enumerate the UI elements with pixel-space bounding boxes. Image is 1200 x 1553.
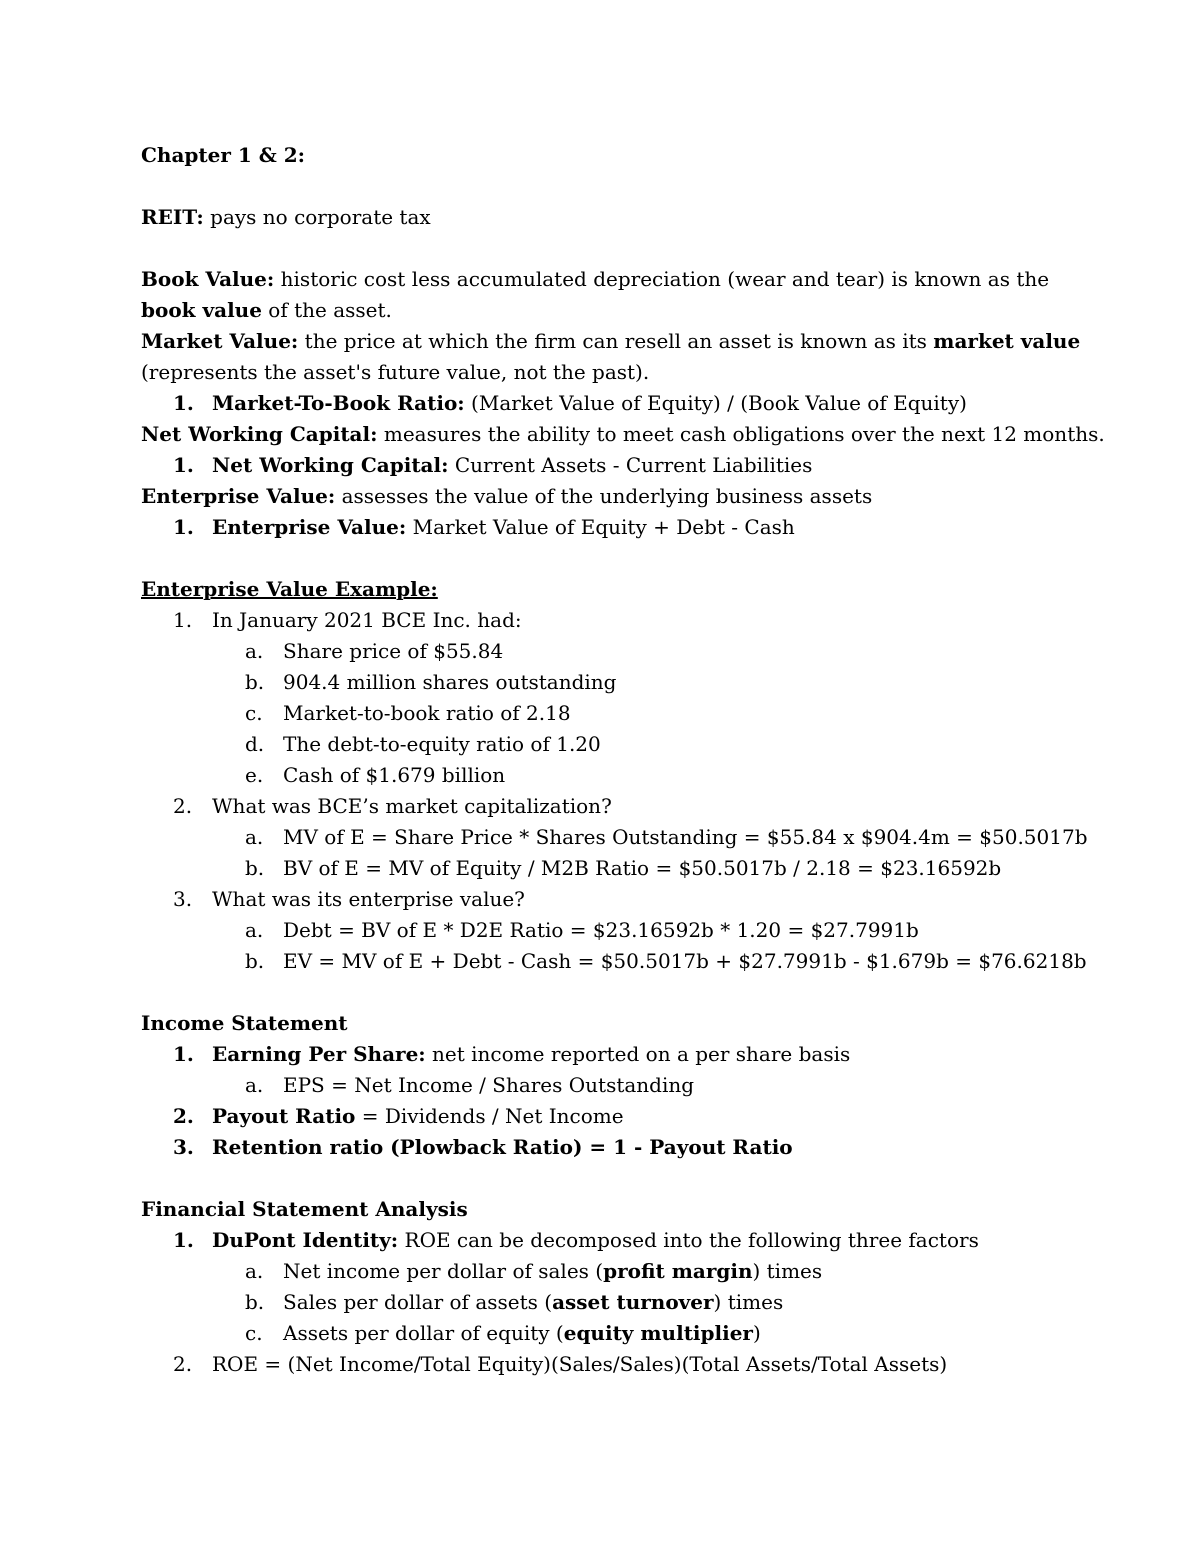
dupont-term: DuPont Identity: — [212, 1228, 399, 1252]
list-item — [141, 667, 1091, 698]
list-item-bold: profit margin — [603, 1259, 753, 1283]
list-item-pre: Assets per dollar of equity ( — [283, 1321, 564, 1345]
list-item-text: EV = MV of E + Debt - Cash = $50.5017b + $27.7991b - $1.679b = $76.6218b — [283, 949, 1087, 973]
list-number: 1. — [173, 453, 194, 477]
list-item-text: EPS = Net Income / Shares Outstanding — [283, 1073, 695, 1097]
list-item — [141, 1318, 1091, 1349]
market-value-definition — [141, 326, 1091, 357]
list-item — [141, 636, 1091, 667]
dupont-text: ROE can be decomposed into the following three factors — [398, 1228, 979, 1252]
list-number: 1. — [173, 1228, 194, 1252]
list-letter: a. — [245, 918, 264, 942]
income-item-1 — [141, 1039, 1091, 1070]
list-item — [141, 1287, 1091, 1318]
market-to-book-item — [141, 388, 1091, 419]
payout-ratio-term: Payout Ratio — [212, 1104, 356, 1128]
eps-text: net income reported on a per share basis — [425, 1042, 851, 1066]
list-item-post: ) times — [713, 1290, 784, 1314]
market-value-bold: market value — [933, 329, 1081, 353]
list-letter: a. — [245, 1073, 264, 1097]
list-letter: b. — [245, 949, 265, 973]
list-letter: a. — [245, 825, 264, 849]
list-item — [141, 822, 1091, 853]
ev-definition — [141, 481, 1091, 512]
book-value-bold: book value — [141, 298, 262, 322]
list-item-text: Share price of $55.84 — [283, 639, 504, 663]
list-item — [141, 729, 1091, 760]
book-value-text2: of the asset. — [261, 298, 392, 322]
list-number: 1. — [173, 608, 193, 632]
list-item-pre: Sales per dollar of assets ( — [283, 1290, 553, 1314]
retention-ratio-term: Retention ratio (Plowback Ratio) = 1 - Payout Ratio — [212, 1135, 793, 1159]
nwc-term: Net Working Capital: — [141, 422, 378, 446]
income-statement-heading: Income Statement — [141, 1011, 348, 1035]
list-letter: c. — [245, 701, 263, 725]
roe-formula: ROE = (Net Income/Total Equity)(Sales/Sales)(Total Assets/Total Assets) — [212, 1352, 948, 1376]
list-number: 2. — [173, 1104, 194, 1128]
list-item — [141, 853, 1091, 884]
list-item-pre: Net income per dollar of sales ( — [283, 1259, 604, 1283]
list-number: 1. — [173, 1042, 194, 1066]
list-item-post: ) — [752, 1321, 761, 1345]
ev-item-term: Enterprise Value: — [212, 515, 407, 539]
ev-example-q3 — [141, 884, 1091, 915]
list-item — [141, 915, 1091, 946]
reit-term: REIT: — [141, 205, 204, 229]
ev-example-q2-text: What was BCE’s market capitalization? — [212, 794, 612, 818]
list-item-text: The debt-to-equity ratio of 1.20 — [283, 732, 601, 756]
nwc-item-text: Current Assets - Current Liabilities — [448, 453, 813, 477]
market-to-book-text: (Market Value of Equity) / (Book Value of Equity) — [464, 391, 967, 415]
list-item-text: 904.4 million shares outstanding — [283, 670, 617, 694]
market-value-text1: the price at which the firm can resell an asset is known as its — [298, 329, 934, 353]
ev-item — [141, 512, 1091, 543]
list-item-text: BV of E = MV of Equity / M2B Ratio = $50.5017b / 2.18 = $23.16592b — [283, 856, 1002, 880]
list-item — [141, 1070, 1091, 1101]
list-number: 2. — [173, 794, 193, 818]
list-letter: e. — [245, 763, 264, 787]
list-letter: d. — [245, 732, 265, 756]
list-item-bold: equity multiplier — [563, 1321, 753, 1345]
ev-example-heading: Enterprise Value Example: — [141, 577, 438, 601]
list-number: 3. — [173, 1135, 194, 1159]
list-number: 3. — [173, 887, 193, 911]
nwc-item-term: Net Working Capital: — [212, 453, 449, 477]
reit-text: pays no corporate tax — [203, 205, 431, 229]
ev-item-text: Market Value of Equity + Debt - Cash — [406, 515, 795, 539]
list-item-text: Debt = BV of E * D2E Ratio = $23.16592b * 1.20 = $27.7991b — [283, 918, 919, 942]
list-item-text: Cash of $1.679 billion — [283, 763, 506, 787]
list-letter: c. — [245, 1321, 263, 1345]
nwc-text: measures the ability to meet cash obligations over the next 12 months. — [377, 422, 1105, 446]
market-value-term: Market Value: — [141, 329, 299, 353]
ev-term: Enterprise Value: — [141, 484, 336, 508]
list-letter: a. — [245, 1259, 264, 1283]
fsa-item-1 — [141, 1225, 1091, 1256]
list-item — [141, 1256, 1091, 1287]
book-value-text1: historic cost less accumulated depreciation (wear and tear) is known as the — [274, 267, 1050, 291]
document-page — [141, 140, 1105, 1380]
market-value-line2: (represents the asset's future value, not the past). — [141, 360, 650, 384]
list-letter: a. — [245, 639, 264, 663]
nwc-item — [141, 450, 1091, 481]
list-letter: b. — [245, 1290, 265, 1314]
ev-example-q1-text: In January 2021 BCE Inc. had: — [212, 608, 522, 632]
list-item-post: ) times — [752, 1259, 823, 1283]
book-value-definition — [141, 264, 1091, 326]
market-to-book-term: Market-To-Book Ratio: — [212, 391, 465, 415]
list-letter: b. — [245, 856, 265, 880]
fsa-item-2 — [141, 1349, 1091, 1380]
list-number: 2. — [173, 1352, 193, 1376]
list-number: 1. — [173, 515, 194, 539]
list-number: 1. — [173, 391, 194, 415]
income-item-2 — [141, 1101, 1091, 1132]
list-item-text: Market-to-book ratio of 2.18 — [283, 701, 571, 725]
list-item — [141, 946, 1091, 977]
payout-ratio-text: = Dividends / Net Income — [355, 1104, 624, 1128]
book-value-term: Book Value: — [141, 267, 275, 291]
fsa-heading: Financial Statement Analysis — [141, 1197, 468, 1221]
ev-text: assesses the value of the underlying business assets — [335, 484, 873, 508]
list-item-text: MV of E = Share Price * Shares Outstanding = $55.84 x $904.4m = $50.5017b — [283, 825, 1088, 849]
eps-term: Earning Per Share: — [212, 1042, 426, 1066]
chapter-title: Chapter 1 & 2: — [141, 143, 306, 167]
income-item-3 — [141, 1132, 1091, 1163]
reit-definition — [141, 202, 1091, 233]
ev-example-q2 — [141, 791, 1091, 822]
list-item-bold: asset turnover — [552, 1290, 714, 1314]
ev-example-q1 — [141, 605, 1091, 636]
list-letter: b. — [245, 670, 265, 694]
ev-example-q3-text: What was its enterprise value? — [212, 887, 525, 911]
nwc-definition — [141, 419, 1105, 450]
list-item — [141, 760, 1091, 791]
list-item — [141, 698, 1091, 729]
